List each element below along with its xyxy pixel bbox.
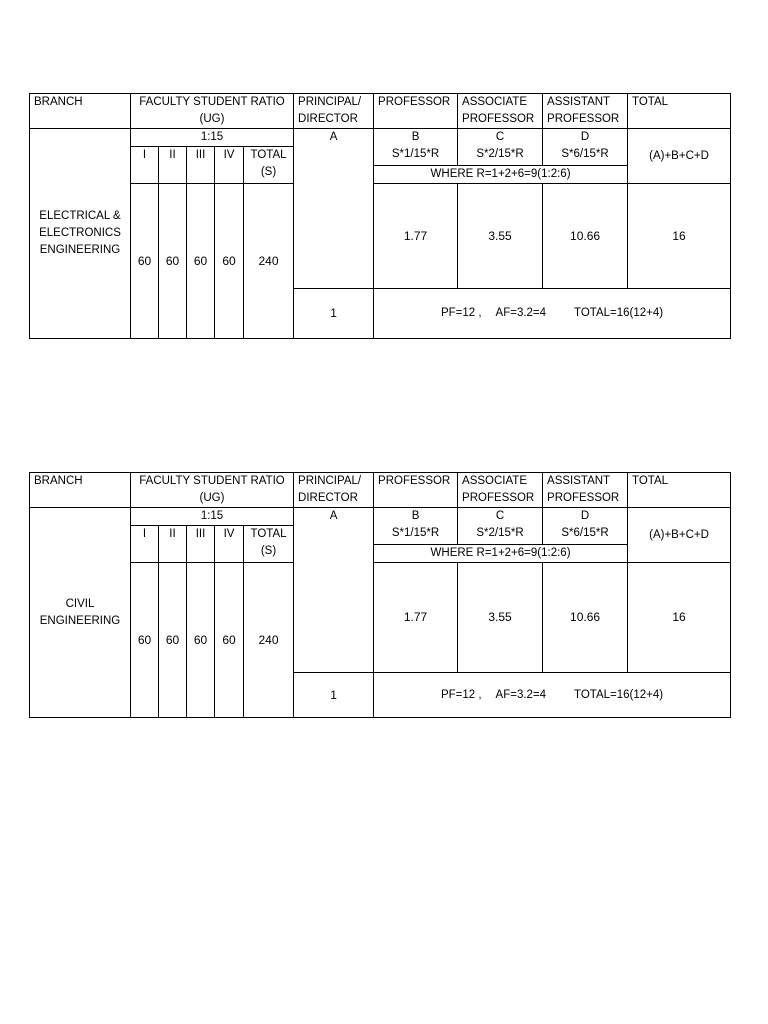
faculty-table-electrical — [29, 93, 731, 339]
total-formula: (A)+B+C+D — [628, 508, 731, 563]
professor-header: PROFESSOR — [374, 473, 458, 508]
year-value: 60 — [187, 563, 215, 718]
assistant-header-line2: PROFESSOR — [547, 492, 620, 504]
principal-code: A — [294, 129, 374, 289]
assistant-code: D — [580, 510, 590, 522]
associate-code: C — [495, 510, 505, 522]
total-value: 16 — [628, 184, 731, 289]
total-s-line1: TOTAL — [250, 528, 287, 540]
associate-formula — [458, 508, 543, 545]
assistant-formula-text: S*6/15*R — [561, 527, 609, 539]
principal-code: A — [294, 508, 374, 673]
associate-formula — [458, 129, 543, 166]
associate-formula-text: S*2/15*R — [476, 148, 524, 160]
where-note: WHERE R=1+2+6=9(1:2:6) — [374, 545, 628, 563]
principal-value: 1 — [294, 673, 374, 718]
branch-line: ELECTRONICS — [39, 227, 121, 239]
assistant-value: 10.66 — [543, 184, 628, 289]
year-label: III — [187, 526, 215, 563]
total-header: TOTAL — [628, 473, 731, 508]
branch-line: ENGINEERING — [39, 244, 121, 256]
af-value: AF=3.2=4 — [495, 688, 547, 701]
associate-header-line1: ASSOCIATE — [462, 96, 527, 108]
principal-header-line1: PRINCIPAL/ — [298, 96, 362, 108]
associate-header — [458, 473, 543, 508]
professor-code: B — [411, 131, 420, 143]
af-value: AF=3.2=4 — [495, 307, 547, 319]
professor-formula — [374, 508, 458, 545]
header-row — [30, 94, 731, 129]
assistant-formula — [543, 508, 628, 545]
associate-code: C — [495, 131, 505, 143]
assistant-header — [543, 94, 628, 129]
assistant-header-line2: PROFESSOR — [547, 113, 620, 125]
ratio-value: 1:15 — [131, 508, 294, 526]
professor-formula-text: S*1/15*R — [391, 527, 440, 539]
branch-header: BRANCH — [30, 94, 131, 129]
pf-value: PF=12 , — [440, 307, 482, 319]
year-value: 60 — [131, 184, 159, 339]
branch-name — [30, 129, 131, 339]
associate-value: 3.55 — [458, 184, 543, 289]
year-label: I — [131, 147, 159, 184]
total-s-label — [244, 147, 294, 184]
professor-formula-text: S*1/15*R — [391, 148, 440, 160]
branch-name — [30, 508, 131, 718]
where-note: WHERE R=1+2+6=9(1:2:6) — [374, 166, 628, 184]
assistant-code: D — [580, 131, 590, 143]
total-formula: (A)+B+C+D — [628, 129, 731, 184]
year-label: IV — [215, 147, 244, 184]
year-label: III — [187, 147, 215, 184]
total-s-line1: TOTAL — [250, 149, 287, 161]
principal-header-line1: PRINCIPAL/ — [298, 475, 362, 487]
assistant-header — [543, 473, 628, 508]
principal-header — [294, 473, 374, 508]
ratio-header-line1: FACULTY STUDENT RATIO — [139, 475, 285, 487]
total-s-value: 240 — [244, 563, 294, 718]
ratio-header — [131, 94, 294, 129]
header-row — [30, 473, 731, 508]
assistant-value: 10.66 — [543, 563, 628, 673]
year-value: 60 — [215, 563, 244, 718]
grand-total-value: TOTAL=16(12+4) — [574, 307, 664, 319]
associate-header-line1: ASSOCIATE — [462, 475, 527, 487]
pf-af-total-summary — [374, 289, 731, 339]
faculty-table-civil — [29, 472, 731, 718]
assistant-formula-text: S*6/15*R — [561, 148, 609, 160]
pf-af-total-summary — [374, 673, 731, 718]
branch-line: ENGINEERING — [39, 614, 121, 627]
year-value: 60 — [131, 563, 159, 718]
professor-header: PROFESSOR — [374, 94, 458, 129]
year-value: 60 — [187, 184, 215, 339]
branch-line: ELECTRICAL & — [39, 210, 121, 222]
year-label: II — [159, 526, 187, 563]
associate-header-line2: PROFESSOR — [462, 492, 535, 504]
total-value: 16 — [628, 563, 731, 673]
grand-total-value: TOTAL=16(12+4) — [574, 688, 664, 701]
ratio-header-line2: (UG) — [199, 492, 225, 504]
total-s-line2: (S) — [260, 166, 277, 178]
ratio-header — [131, 473, 294, 508]
principal-header-line2: DIRECTOR — [298, 492, 358, 504]
principal-value: 1 — [294, 289, 374, 339]
ratio-header-line2: (UG) — [199, 113, 225, 125]
professor-value: 1.77 — [374, 563, 458, 673]
principal-header — [294, 94, 374, 129]
professor-formula — [374, 129, 458, 166]
year-value: 60 — [159, 563, 187, 718]
professor-code: B — [411, 510, 420, 522]
total-s-line2: (S) — [260, 545, 277, 557]
total-header: TOTAL — [628, 94, 731, 129]
pf-value: PF=12 , — [440, 688, 482, 701]
branch-line: CIVIL — [65, 597, 95, 610]
year-label: I — [131, 526, 159, 563]
total-s-label — [244, 526, 294, 563]
ratio-value: 1:15 — [131, 129, 294, 147]
principal-header-line2: DIRECTOR — [298, 113, 358, 125]
year-label: IV — [215, 526, 244, 563]
ratio-header-line1: FACULTY STUDENT RATIO — [139, 96, 285, 108]
assistant-header-line1: ASSISTANT — [547, 475, 611, 487]
associate-header-line2: PROFESSOR — [462, 113, 535, 125]
assistant-header-line1: ASSISTANT — [547, 96, 611, 108]
assistant-formula — [543, 129, 628, 166]
branch-header: BRANCH — [30, 473, 131, 508]
year-value: 60 — [159, 184, 187, 339]
associate-header — [458, 94, 543, 129]
associate-value: 3.55 — [458, 563, 543, 673]
year-value: 60 — [215, 184, 244, 339]
total-s-value: 240 — [244, 184, 294, 339]
professor-value: 1.77 — [374, 184, 458, 289]
year-label: II — [159, 147, 187, 184]
associate-formula-text: S*2/15*R — [476, 527, 524, 539]
